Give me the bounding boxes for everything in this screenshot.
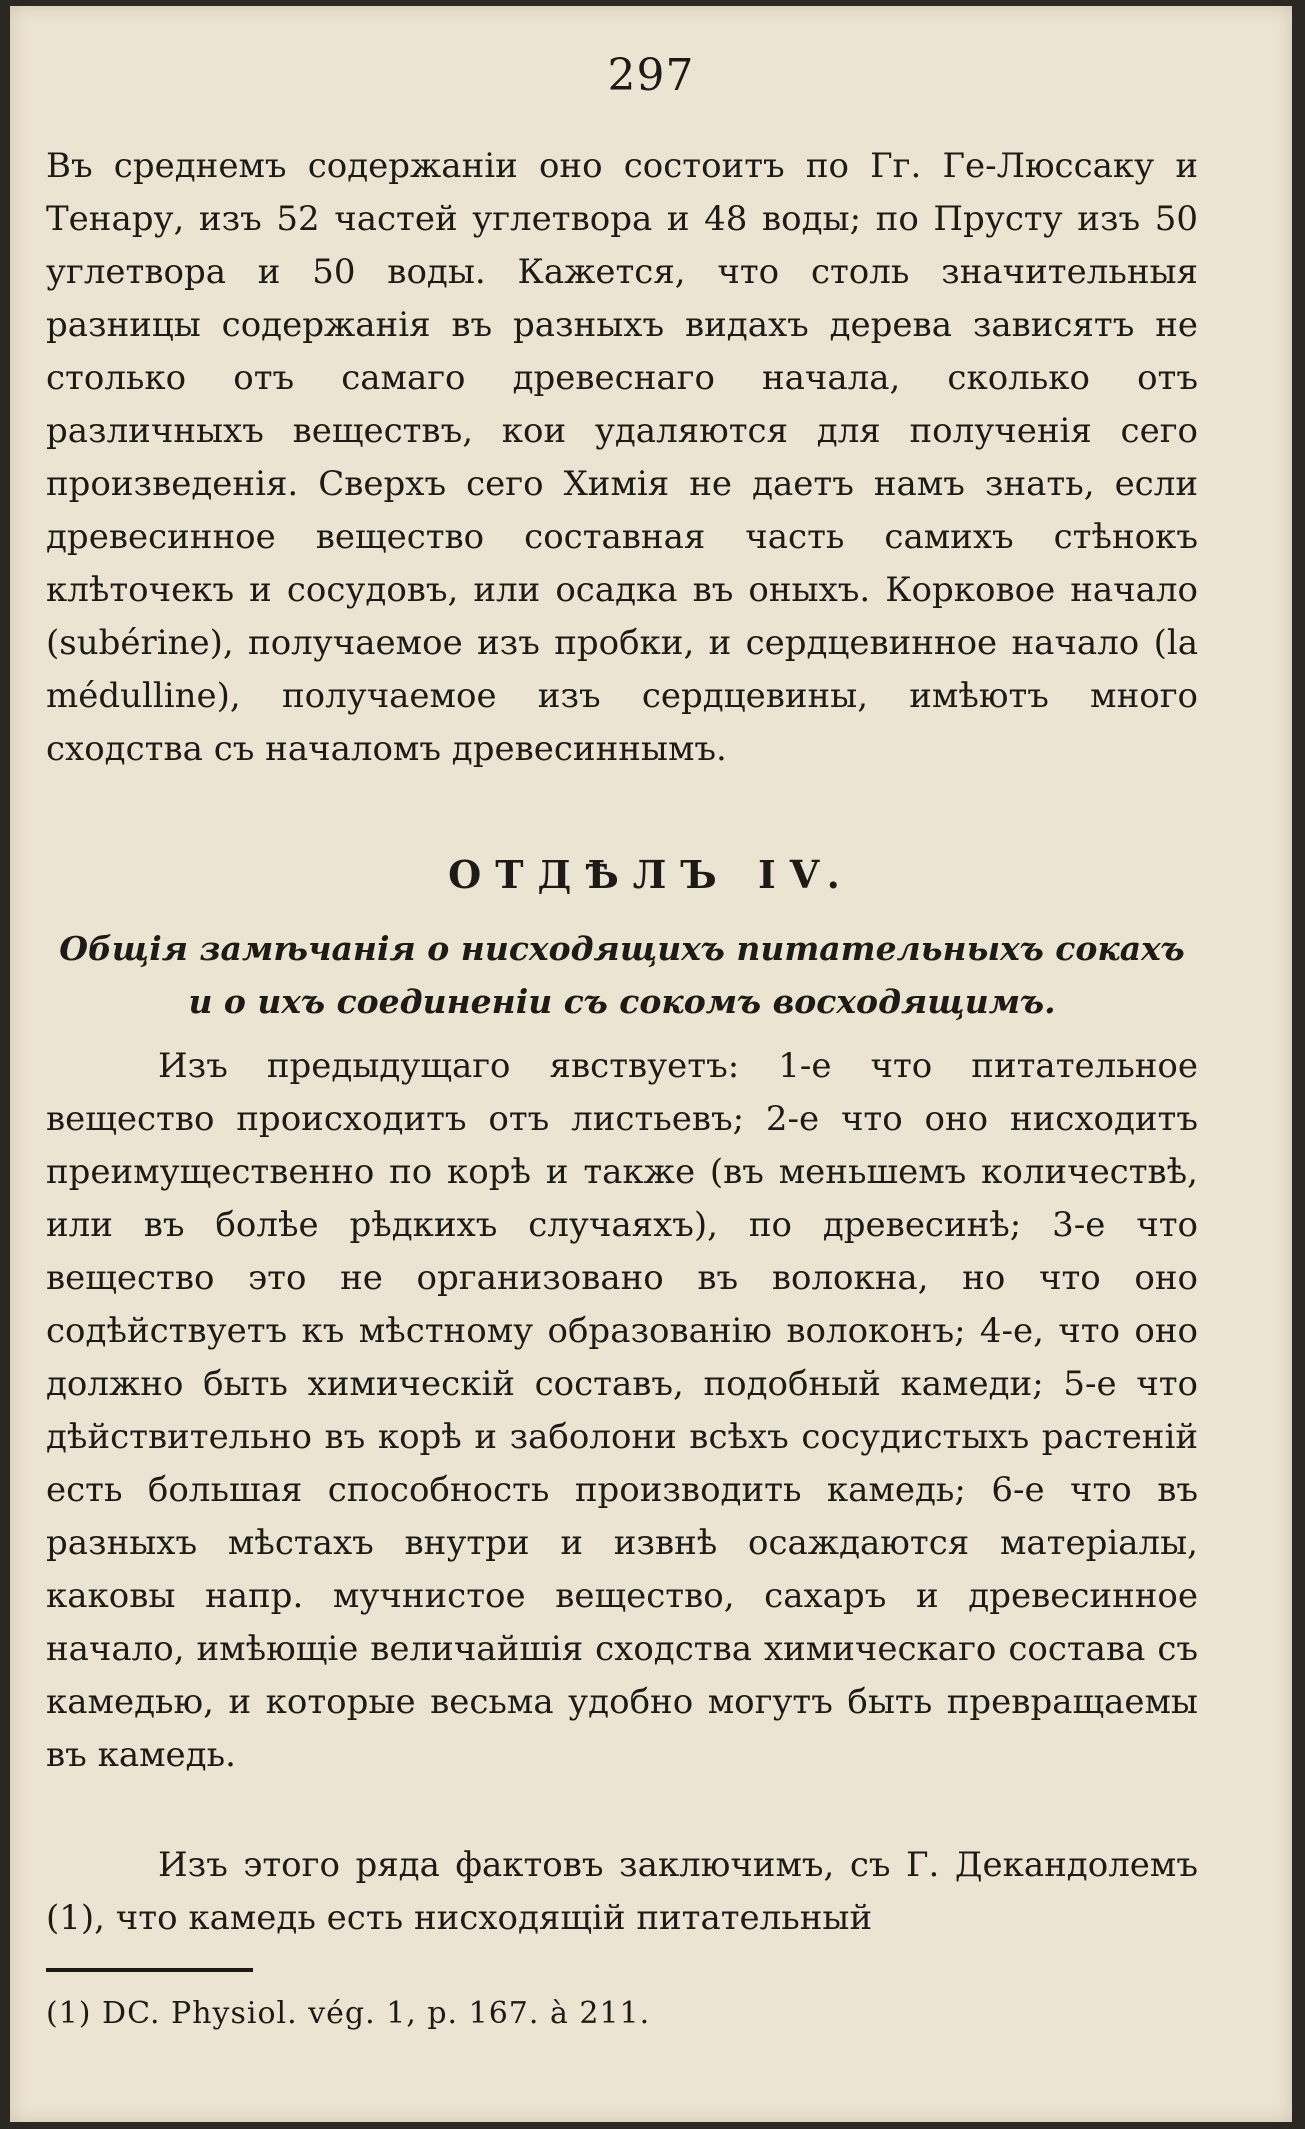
section-heading: ОТДѢЛЪ IV. — [448, 852, 854, 897]
paragraph-2: Изъ предыдущаго явствуетъ: 1-е что питательное вещество происходитъ отъ листьевъ; 2-е что оно нисходитъ преимущественно по корѣ и также (въ меньшемъ количествѣ, или въ болѣе рѣдкихъ случаяхъ), по древесинѣ; 3-е что вещество это не организовано въ волокна, но что оно содѣйствуетъ къ мѣстному образованію волоконъ; 4-е, что оно должно быть химическій составъ, подобный камеди; 5-е что дѣйствительно въ корѣ и заболони всѣхъ сосудистыхъ растеній есть большая способность производить камедь; 6-е что въ разныхъ мѣстахъ внутри и извнѣ осаждаются матеріалы, каковы напр. мучнистое вещество, сахаръ и древесинное начало, имѣющіе величайшія сходства химическаго состава съ камедью, и которые весьма удобно могутъ быть превращаемы въ камедь. — [46, 1046, 1198, 1775]
paragraph-1: Въ среднемъ содержаніи оно состоитъ по Гг. Ге-Люссаку и Тенару, изъ 52 частей углетвора и 48 воды; по Прусту изъ 50 углетвора и 50 воды. Кажется, что столь значительныя разницы содержанія въ разныхъ видахъ дерева зависятъ не столько отъ самаго древеснаго начала, сколько отъ различныхъ веществъ, кои удаляются для полученія сего произведенія. Сверхъ сего Химія не даетъ намъ знать, если древесинное вещество составная часть самихъ стѣнокъ клѣточекъ и сосудовъ, или осадка въ оныхъ. Корковое начало (subérine), получаемое изъ пробки, и сердцевинное начало (la médulline), получаемое изъ сердцевины, имѣютъ много сходства съ началомъ древесиннымъ. — [46, 146, 1198, 769]
book-page — [10, 6, 1292, 2122]
paragraph-3: Изъ этого ряда фактовъ заключимъ, съ Г. Декандолемъ (1), что камедь есть нисходящій питательный — [46, 1845, 1198, 1938]
page-number: 297 — [607, 50, 695, 101]
footnote: (1) DC. Physiol. vég. 1, p. 167. à 211. — [46, 1996, 651, 2031]
footnote-divider — [46, 1968, 253, 1972]
section-subtitle: Общія замѣчанія о нисходящихъ питательныхъ сокахъ и о ихъ соединеніи съ сокомъ восходящимъ. — [59, 929, 1185, 1021]
